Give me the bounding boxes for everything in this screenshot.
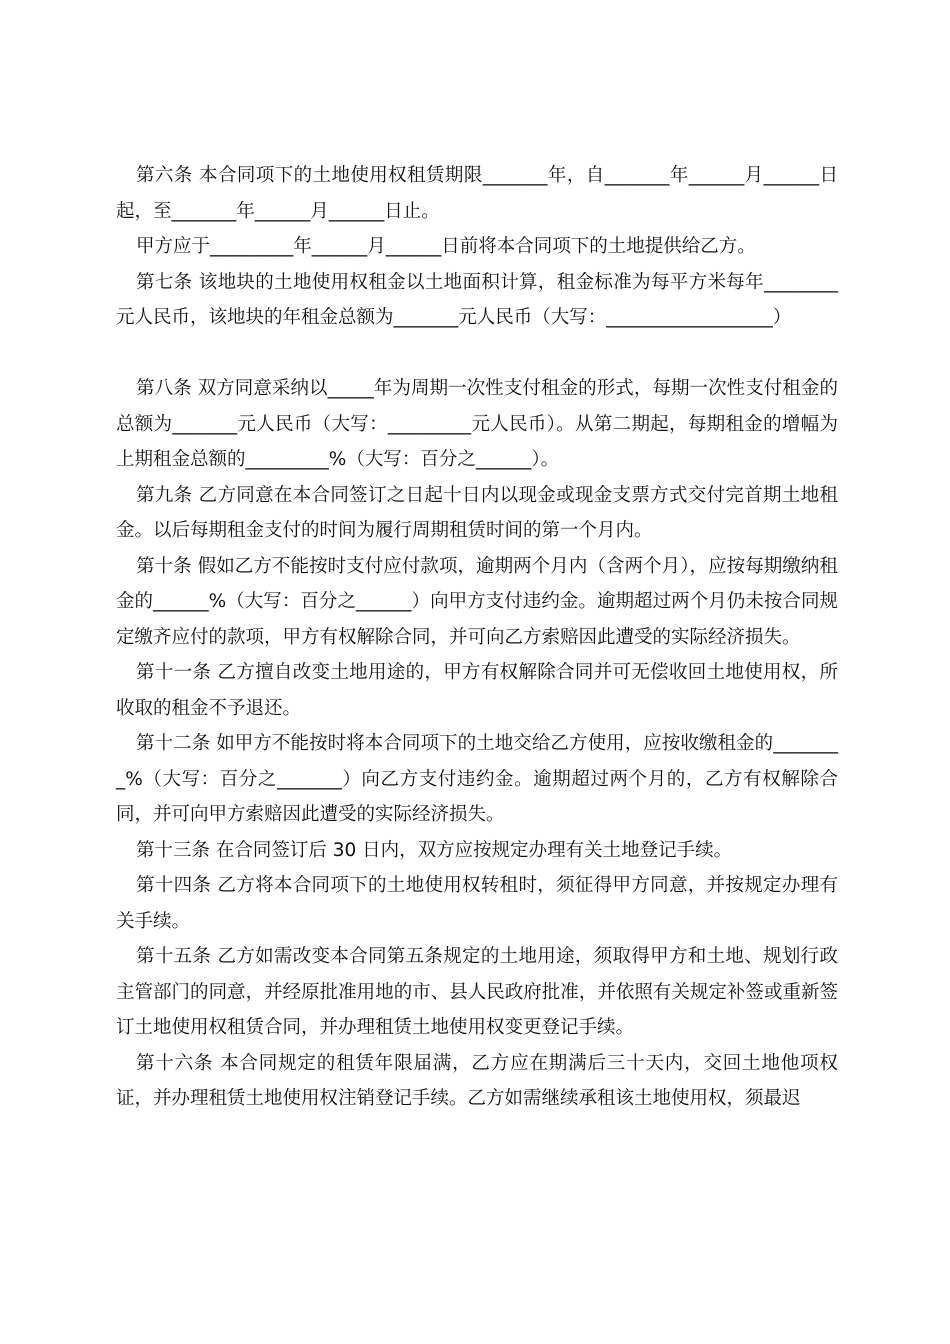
article-16-paragraph: 第十六条 本合同规定的租赁年限届满，乙方应在期满后三十天内，交回土地他项权证，并办理租赁土地使用权注销登记手续。乙方如需继续承租该土地使用权，须最迟	[116, 1052, 838, 1109]
article-13-paragraph: 第十三条 在合同签订后 30 日内，双方应按规定办理有关土地登记手续。	[136, 839, 733, 861]
article-15-paragraph: 第十五条 乙方如需改变本合同第五条规定的土地用途，须取得甲方和土地、规划行政主管部门的同意，并经原批准用地的市、县人民政府批准，并依照有关规定补签或重新签订土地使用权租赁合同，并办理租赁土地使用权变更登记手续。	[116, 946, 838, 1038]
blank-line	[116, 336, 838, 372]
article-11-paragraph: 第十一条 乙方擅自改变土地用途的，甲方有权解除合同并可无偿收回土地使用权，所收取的租金不予退还。	[116, 662, 838, 719]
delivery-date-paragraph: 甲方应于_________年______月______日前将本合同项下的土地提供给乙方。	[136, 236, 756, 257]
article-8-paragraph: 第八条 双方同意采纳以_____年为周期一次性支付租金的形式，每期一次性支付租金的总额为_______元人民币（大写：_________元人民币）。从第二期起，每期租金的增幅为上期租金总额的_________%（大写：百分之______）。	[116, 378, 838, 470]
contract-body	[116, 158, 838, 1117]
article-12-paragraph: 第十二条 如甲方不能按时将本合同项下的土地交给乙方使用，应按收缴租金的________%（大写：百分之_______）向乙方支付违约金。逾期超过两个月的，乙方有权解除合同，并可向甲方索赔因此遭受的实际经济损失。	[116, 733, 838, 825]
article-6-paragraph: 第六条 本合同项下的土地使用权租赁期限_______年，自_______年______月______日起，至_______年______月______日止。	[116, 165, 838, 222]
article-9-paragraph: 第九条 乙方同意在本合同签订之日起十日内以现金或现金支票方式交付完首期土地租金。以后每期租金支付的时间为履行周期租赁时间的第一个月内。	[116, 484, 838, 541]
article-10-paragraph: 第十条 假如乙方不能按时支付应付款项，逾期两个月内（含两个月），应按每期缴纳租金的______%（大写：百分之______）向甲方支付违约金。逾期超过两个月仍未按合同规定缴齐应付的款项，甲方有权解除合同，并可向乙方索赔因此遭受的实际经济损失。	[116, 555, 838, 648]
article-7-paragraph: 第七条 该地块的土地使用权租金以土地面积计算，租金标准为每平方米每年________元人民币，该地块的年租金总额为_______元人民币（大写：__________________）	[116, 271, 838, 328]
article-14-paragraph: 第十四条 乙方将本合同项下的土地使用权转租时，须征得甲方同意，并按规定办理有关手续。	[116, 875, 838, 932]
